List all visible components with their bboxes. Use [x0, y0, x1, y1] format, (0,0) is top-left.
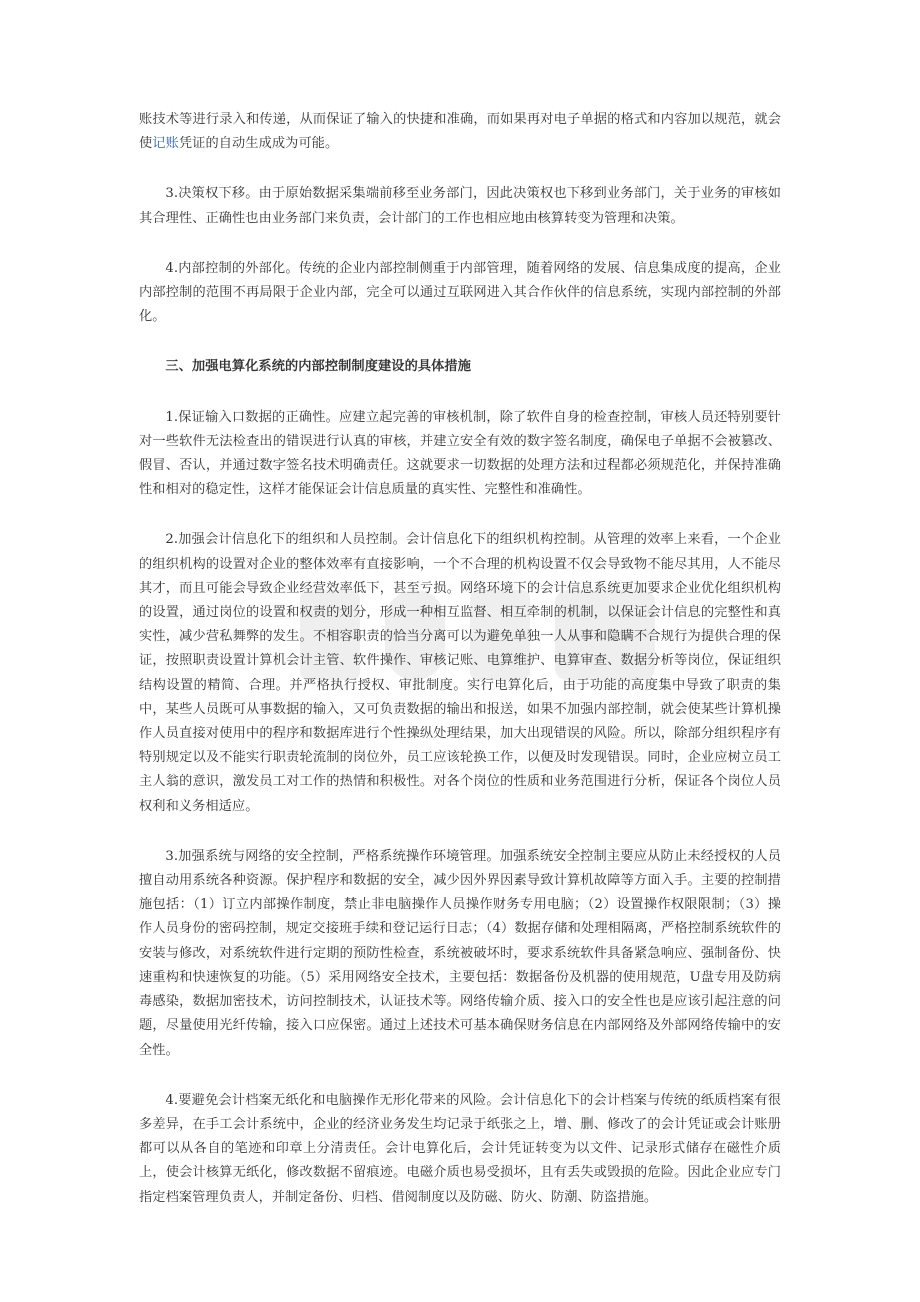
- paragraph-input-accuracy: 1.保证输入口数据的正确性。应建立起完善的审核机制，除了软件自身的检查控制，审核人员还特别要针对一些软件无法检查出的错误进行认真的审核，并建立安全有效的数字签名制度，确保电子单据不会被篡改、假冒、否认，并通过数字签名技术明确责任。这就要求一切数据的处理方法和过程都必须规范化，并保持准确性和相对的稳定性，这样才能保证会计信息质量的真实性、完整性和准确性。: [139, 409, 781, 498]
- section-heading: 三、加强电算化系统的内部控制制度建设的具体措施: [165, 359, 472, 375]
- paragraph-network-security: 3.加强系统与网络的安全控制，严格系统操作环境管理。加强系统安全控制主要应从防止未经授权的人员擅自动用系统各种资源。保护程序和数据的安全，减少因外界因素导致计算机故障等方面入手。主要的控制措施包括：（1）订立内部操作制度，禁止非电脑操作人员操作财务专用电脑；（2）设置操作权限限制；（3）操作人员身份的密码控制，规定交接班手续和登记运行日志；（4）数据存储和处理相隔离，严格控制系统软件的安装与修改，对系统软件进行定期的预防性检查，系统被破坏时，要求系统软件具备紧急响应、强制备份、快速重构和快速恢复的功能。（5）采用网络安全技术，主要包括：数据备份及机器的使用规范，U盘专用及防病毒感染，数据加密技术，访问控制技术，认证技术等。网络传输介质、接入口的安全性也是应该引起注意的问题，尽量使用光纤传输，接入口应保密。通过上述技术可基本确保财务信息在内部网络及外部网络传输中的安全性。: [139, 848, 781, 1058]
- paragraph-text: 凭证的自动生成成为可能。: [178, 136, 339, 152]
- paragraph-internal-control-externalization: 4.内部控制的外部化。传统的企业内部控制侧重于内部管理，随着网络的发展、信息集成度的提高，企业内部控制的范围不再局限于企业内部，完全可以通过互联网进入其合作伙伴的信息系统，实现内部控制的外部化。: [139, 260, 781, 325]
- paragraph-text: 账技术等进行录入和传递，从而保证了输入的快捷和准确，而如果再对电子单据的格式和内容加以规范，就会使: [139, 112, 781, 152]
- paragraph-intro: [139, 108, 781, 156]
- paragraph-organization-control: 2.加强会计信息化下的组织和人员控制。会计信息化下的组织机构控制。从管理的效率上来看，一个企业的组织机构的设置对企业的整体效率有直接影响，一个不合理的机构设置不仅会导致物不能尽其用，人不能尽其才，而且可能会导致企业经营效率低下，甚至亏损。网络环境下的会计信息系统更加要求企业优化组织机构的设置，通过岗位的设置和权责的划分，形成一种相互监督、相互牵制的机制，以保证会计信息的完整性和真实性，减少营私舞弊的发生。不相容职责的恰当分离可以为避免单独一人从事和隐瞒不合规行为提供合理的保证，按照职责设置计算机会计主管、软件操作、审核记账、电算维护、电算审查、数据分析等岗位，保证组织结构设置的精简、合理。并严格执行授权、审批制度。实行电算化后，由于功能的高度集中导致了职责的集中，某些人员既可从事数据的输入，又可负责数据的输出和报送，如果不加强内部控制，就会使某些计算机操作人员直接对使用中的程序和数据库进行个性操纵处理结果，加大出现错误的风险。所以，除部分组织程序有特别规定以及不能实行职责轮流制的岗位外，员工应该轮换工作，以便及时发现错误。同时，企业应树立员工主人翁的意识，激发员工对工作的热情和积极性。对各个岗位的性质和业务范围进行分析，保证各个岗位人员权利和义务相适应。: [139, 532, 781, 814]
- paragraph-decision-rights: 3.决策权下移。由于原始数据采集端前移至业务部门，因此决策权也下移到业务部门，关于业务的审核如其合理性、正确性也由业务部门来负责，会计部门的工作也相应地由核算转变为管理和决策。: [139, 186, 781, 226]
- link-jizhang[interactable]: 记账: [152, 136, 179, 152]
- document-body: [139, 108, 781, 1236]
- paragraph-paperless-archives: 4.要避免会计档案无纸化和电脑操作无形化带来的风险。会计信息化下的会计档案与传统的纸质档案有很多差异，在手工会计系统中，企业的经济业务发生均记录于纸张之上，增、删、修改了的会计凭证或会计账册都可以从各自的笔迹和印章上分清责任。会计电算化后，会计凭证转变为以文件、记录形式储存在磁性介质上，使会计核算无纸化，修改数据不留痕迹。电磁介质也易受损坏，且有丢失或毁损的危险。因此企业应专门指定档案管理负责人，并制定备份、归档、借阅制度以及防磁、防火、防潮、防盗措施。: [139, 1092, 781, 1205]
